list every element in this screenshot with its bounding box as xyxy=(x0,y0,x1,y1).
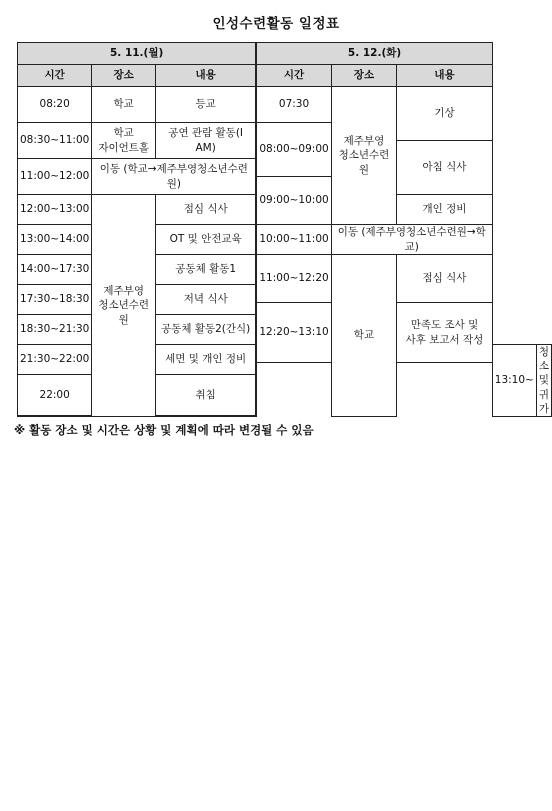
day1-content-cell: 공동체 활동1 xyxy=(156,255,257,285)
day2-content-cell: 개인 정비 xyxy=(397,195,493,225)
day1-col-time: 시간 xyxy=(18,65,92,87)
day2-time-cell: 07:30 xyxy=(256,87,331,123)
day1-content-cell: 공동체 활동2(간식) xyxy=(156,315,257,345)
day1-header: 5. 11.(월) xyxy=(18,43,257,65)
day1-place-line: 자이언트홀 xyxy=(98,141,150,154)
day1-time-cell: 14:00~17:30 xyxy=(18,255,92,285)
day1-time-cell: 13:00~14:00 xyxy=(18,225,92,255)
schedule-table xyxy=(17,42,552,417)
day1-time-cell: 17:30~18:30 xyxy=(18,285,92,315)
day2-place-line: 제주부영 xyxy=(343,135,385,148)
day1-content-cell: 점심 식사 xyxy=(156,195,257,225)
day2-content-line: 만족도 조사 및 xyxy=(410,319,479,332)
day2-content-cell: 아침 식사 xyxy=(397,141,493,195)
day2-time-cell: 11:00~12:20 xyxy=(256,255,331,303)
day2-content-line: 사후 보고서 작성 xyxy=(405,333,484,346)
day1-content-cell: 세면 및 개인 정비 xyxy=(156,345,257,375)
day1-content-cell: 저녁 식사 xyxy=(156,285,257,315)
day1-time-cell: 12:00~13:00 xyxy=(18,195,92,225)
day1-merged-cell: 이동 (학교→제주부영청소년수련원) xyxy=(92,159,256,195)
day1-place-line: 학교 xyxy=(113,127,134,140)
day1-time-cell: 22:00 xyxy=(18,375,92,417)
day2-time-cell: 08:00~09:00 xyxy=(256,123,331,177)
day1-content-cell: 공연 관람 활동(I AM) xyxy=(156,123,257,159)
day1-place-cell: 학교 xyxy=(92,87,156,123)
day2-content-cell: 점심 식사 xyxy=(397,255,493,303)
page-title: 인성수련활동 일정표 xyxy=(212,16,340,32)
day1-col-place: 장소 xyxy=(92,65,156,87)
day2-time-cell: 10:00~11:00 xyxy=(256,225,331,255)
day2-col-time: 시간 xyxy=(256,65,331,87)
day2-time-cell: 13:10~ xyxy=(492,345,536,417)
day1-place-cell xyxy=(92,195,156,417)
day2-place-line: 청소년수련원 xyxy=(338,149,390,176)
day1-place-line: 청소년수련원 xyxy=(98,299,150,326)
day1-time-cell: 21:30~22:00 xyxy=(18,345,92,375)
day2-time-cell: 09:00~10:00 xyxy=(256,177,331,225)
day1-content-cell: 취침 xyxy=(156,375,257,417)
day2-content-cell xyxy=(397,303,493,363)
day2-col-content: 내용 xyxy=(397,65,493,87)
day1-time-cell: 11:00~12:00 xyxy=(18,159,92,195)
day1-time-cell: 08:30~11:00 xyxy=(18,123,92,159)
day2-merged-cell: 이동 (제주부영청소년수련원→학교) xyxy=(331,225,492,255)
day1-content-cell: 등교 xyxy=(156,87,257,123)
day1-place-line: 제주부영 xyxy=(103,285,144,298)
day1-col-content: 내용 xyxy=(156,65,257,87)
day1-content-cell: OT 및 안전교육 xyxy=(156,225,257,255)
day1-time-cell: 08:20 xyxy=(18,87,92,123)
day1-time-cell: 18:30~21:30 xyxy=(18,315,92,345)
day2-content-cell: 기상 xyxy=(397,87,493,141)
day1-place-cell xyxy=(92,123,156,159)
day2-place-cell: 학교 xyxy=(331,255,396,417)
day2-header: 5. 12.(화) xyxy=(256,43,492,65)
day2-col-place: 장소 xyxy=(331,65,396,87)
schedule-note: ※ 활동 장소 및 시간은 상황 및 계획에 따라 변경될 수 있음 xyxy=(14,423,314,437)
day2-place-cell xyxy=(331,87,396,225)
day2-time-cell: 12:20~13:10 xyxy=(256,303,331,363)
day2-content-cell: 청소 및 귀가 xyxy=(536,345,551,417)
